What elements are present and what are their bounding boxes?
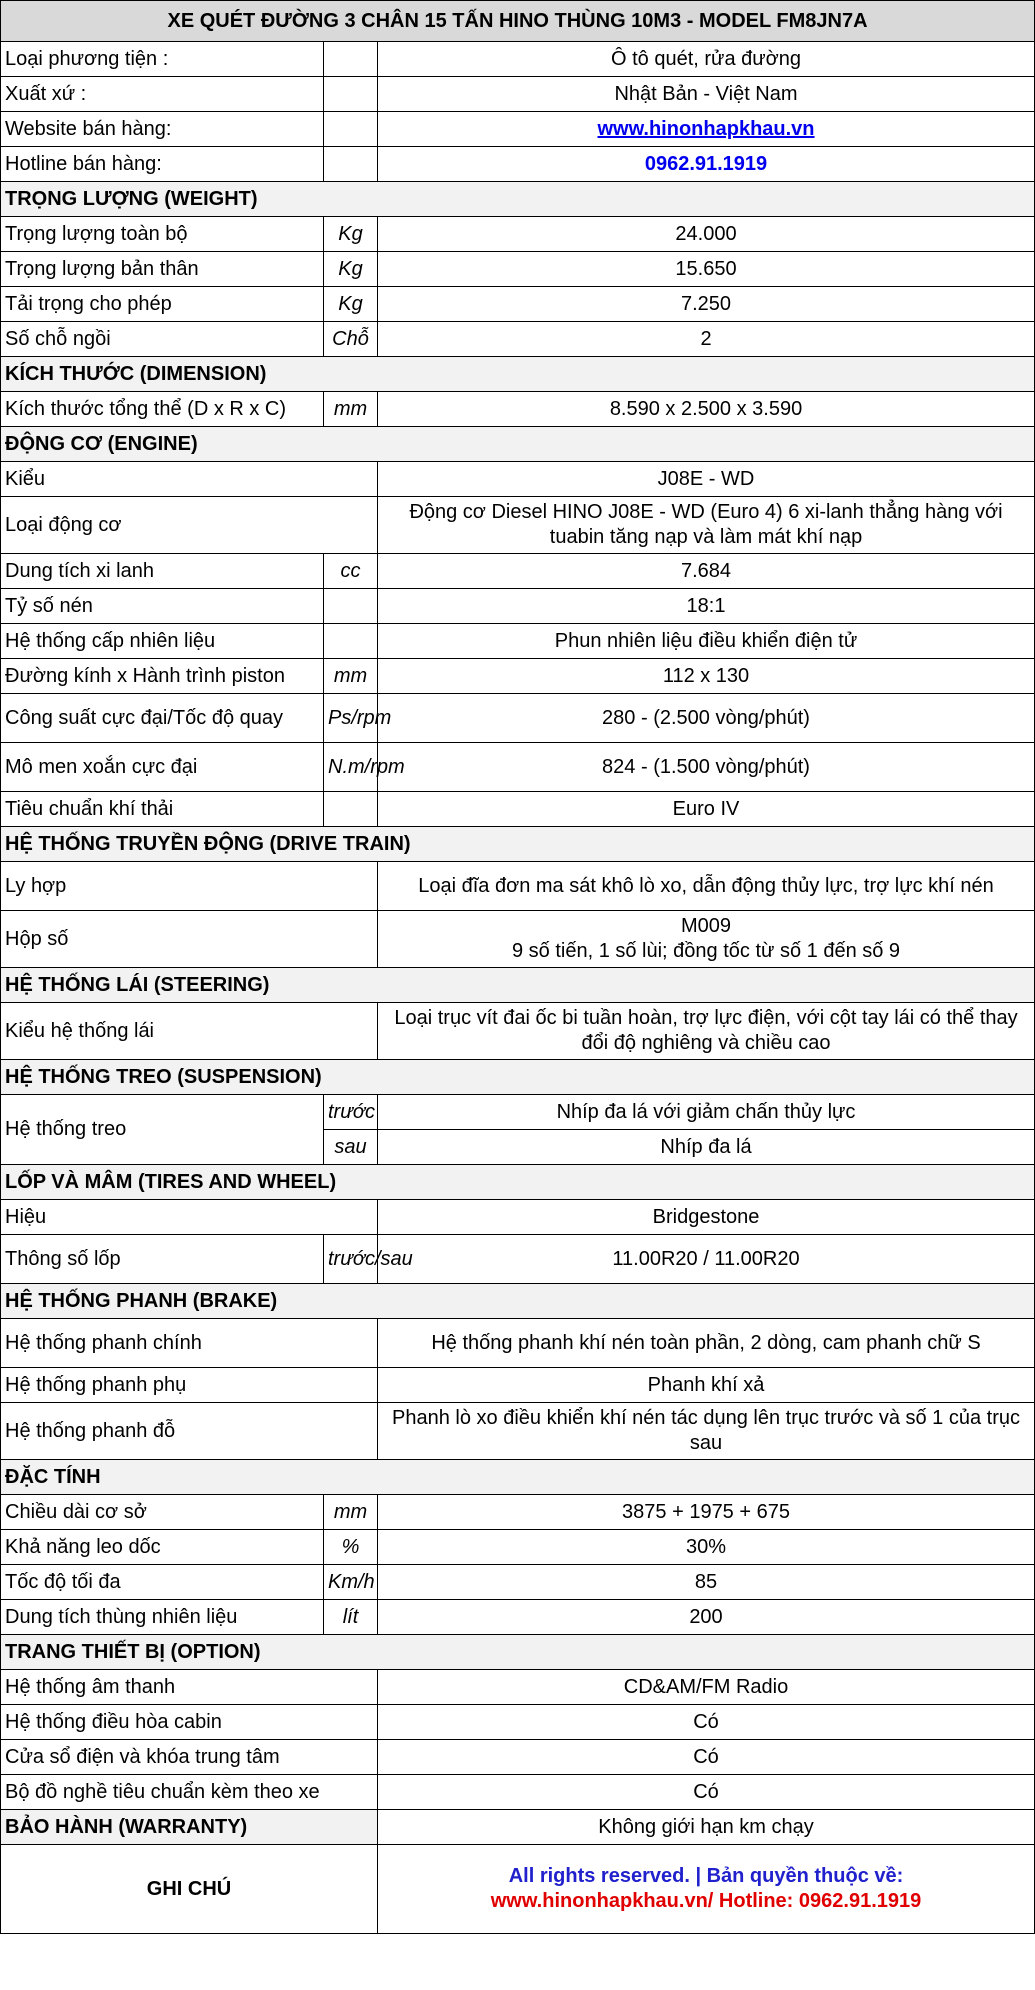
unit-cell-empty bbox=[324, 77, 378, 112]
weight-gross-unit: Kg bbox=[324, 217, 378, 252]
max-power-row bbox=[1, 694, 1035, 743]
wheelbase-unit: mm bbox=[324, 1495, 378, 1530]
gearbox-detail: 9 số tiến, 1 số lùi; đồng tốc từ số 1 đến số 9 bbox=[511, 940, 901, 962]
bore-stroke-label: Đường kính x Hành trình piston bbox=[1, 659, 324, 694]
section-dimension bbox=[1, 357, 1035, 392]
section-weight bbox=[1, 182, 1035, 217]
option-row bbox=[1, 1670, 1035, 1705]
website-link[interactable]: www.hinonhapkhau.vn bbox=[597, 117, 815, 140]
engine-type-value: Động cơ Diesel HINO J08E - WD (Euro 4) 6 xi-lanh thẳng hàng với tuabin tăng nạp và làm mát khí nạp bbox=[378, 497, 1035, 554]
tire-size-label: Thông số lốp bbox=[1, 1235, 324, 1284]
gradeability-value: 30% bbox=[378, 1530, 1035, 1565]
warranty-label: BẢO HÀNH (WARRANTY) bbox=[1, 1810, 378, 1845]
feature-row bbox=[1, 1600, 1035, 1635]
weight-row bbox=[1, 287, 1035, 322]
vehicle-type-label: Loại phương tiện : bbox=[1, 42, 324, 77]
vehicle-type-row bbox=[1, 42, 1035, 77]
page-title: XE QUÉT ĐƯỜNG 3 CHÂN 15 TẤN HINO THÙNG 10M3 - MODEL FM8JN7A bbox=[1, 1, 1035, 42]
displacement-label: Dung tích xi lanh bbox=[1, 554, 324, 589]
section-heading-options: TRANG THIẾT BỊ (OPTION) bbox=[1, 1635, 1035, 1670]
gearbox-value-cell bbox=[378, 911, 1035, 968]
warranty-value: Không giới hạn km chạy bbox=[378, 1810, 1035, 1845]
toolkit-label: Bộ đồ nghề tiêu chuẩn kèm theo xe bbox=[1, 1775, 378, 1810]
section-engine bbox=[1, 427, 1035, 462]
fuel-tank-value: 200 bbox=[378, 1600, 1035, 1635]
hotline-value: 0962.91.1919 bbox=[644, 152, 768, 175]
power-window-value: Có bbox=[378, 1740, 1035, 1775]
section-features bbox=[1, 1460, 1035, 1495]
warranty-row bbox=[1, 1810, 1035, 1845]
max-torque-value: 824 - (1.500 vòng/phút) bbox=[378, 743, 1035, 792]
gradeability-label: Khả năng leo dốc bbox=[1, 1530, 324, 1565]
emission-row bbox=[1, 792, 1035, 827]
aircon-label: Hệ thống điều hòa cabin bbox=[1, 1705, 378, 1740]
bore-stroke-row bbox=[1, 659, 1035, 694]
compression-row bbox=[1, 589, 1035, 624]
note-row bbox=[1, 1845, 1035, 1934]
suspension-front-unit: trước bbox=[324, 1095, 378, 1130]
steering-row bbox=[1, 1003, 1035, 1060]
title-row bbox=[1, 1, 1035, 42]
suspension-label: Hệ thống treo bbox=[1, 1095, 324, 1165]
tire-size-row bbox=[1, 1235, 1035, 1284]
unit-cell-empty bbox=[324, 147, 378, 182]
max-power-value: 280 - (2.500 vòng/phút) bbox=[378, 694, 1035, 743]
max-power-unit: Ps/rpm bbox=[324, 694, 378, 743]
steering-value: Loại trục vít đai ốc bi tuần hoàn, trợ lực điện, với cột tay lái có thể thay đổi độ nghiêng và chiều cao bbox=[378, 1003, 1035, 1060]
section-heading-features: ĐẶC TÍNH bbox=[1, 1460, 1035, 1495]
tire-brand-label: Hiệu bbox=[1, 1200, 378, 1235]
engine-model-value: J08E - WD bbox=[378, 462, 1035, 497]
max-power-label: Công suất cực đại/Tốc độ quay bbox=[1, 694, 324, 743]
vehicle-type-value: Ô tô quét, rửa đường bbox=[378, 42, 1035, 77]
power-window-label: Cửa sổ điện và khóa trung tâm bbox=[1, 1740, 378, 1775]
steering-label: Kiểu hệ thống lái bbox=[1, 1003, 378, 1060]
gradeability-unit: % bbox=[324, 1530, 378, 1565]
website-row bbox=[1, 112, 1035, 147]
weight-row bbox=[1, 322, 1035, 357]
max-torque-unit: N.m/rpm bbox=[324, 743, 378, 792]
suspension-front-value: Nhíp đa lá với giảm chấn thủy lực bbox=[378, 1095, 1035, 1130]
brake-aux-value: Phanh khí xả bbox=[378, 1368, 1035, 1403]
origin-label: Xuất xứ : bbox=[1, 77, 324, 112]
brake-parking-label: Hệ thống phanh đỗ bbox=[1, 1403, 378, 1460]
suspension-front-row bbox=[1, 1095, 1035, 1130]
section-drivetrain bbox=[1, 827, 1035, 862]
tire-size-value: 11.00R20 / 11.00R20 bbox=[378, 1235, 1035, 1284]
note-value-cell bbox=[378, 1845, 1035, 1934]
engine-model-label: Kiểu bbox=[1, 462, 378, 497]
brake-aux-row bbox=[1, 1368, 1035, 1403]
weight-row bbox=[1, 252, 1035, 287]
origin-row bbox=[1, 77, 1035, 112]
max-torque-label: Mô men xoắn cực đại bbox=[1, 743, 324, 792]
section-heading-drivetrain: HỆ THỐNG TRUYỀN ĐỘNG (DRIVE TRAIN) bbox=[1, 827, 1035, 862]
weight-payload-value: 7.250 bbox=[378, 287, 1035, 322]
fuel-system-value: Phun nhiên liệu điều khiển điện tử bbox=[378, 624, 1035, 659]
unit-cell-empty bbox=[324, 112, 378, 147]
weight-gross-label: Trọng lượng toàn bộ bbox=[1, 217, 324, 252]
section-heading-suspension: HỆ THỐNG TREO (SUSPENSION) bbox=[1, 1060, 1035, 1095]
brake-aux-label: Hệ thống phanh phụ bbox=[1, 1368, 378, 1403]
dimension-label: Kích thước tổng thể (D x R x C) bbox=[1, 392, 324, 427]
option-row bbox=[1, 1740, 1035, 1775]
max-speed-label: Tốc độ tối đa bbox=[1, 1565, 324, 1600]
weight-curb-unit: Kg bbox=[324, 252, 378, 287]
feature-row bbox=[1, 1565, 1035, 1600]
emission-value: Euro IV bbox=[378, 792, 1035, 827]
suspension-rear-value: Nhíp đa lá bbox=[378, 1130, 1035, 1165]
origin-value: Nhật Bản - Việt Nam bbox=[378, 77, 1035, 112]
dimension-row bbox=[1, 392, 1035, 427]
hotline-label: Hotline bán hàng: bbox=[1, 147, 324, 182]
fuel-system-row bbox=[1, 624, 1035, 659]
section-heading-steering: HỆ THỐNG LÁI (STEERING) bbox=[1, 968, 1035, 1003]
website-value-cell bbox=[378, 112, 1035, 147]
fuel-tank-label: Dung tích thùng nhiên liệu bbox=[1, 1600, 324, 1635]
hotline-row bbox=[1, 147, 1035, 182]
max-speed-value: 85 bbox=[378, 1565, 1035, 1600]
section-suspension bbox=[1, 1060, 1035, 1095]
brake-parking-row bbox=[1, 1403, 1035, 1460]
unit-cell-empty bbox=[324, 42, 378, 77]
section-heading-brake: HỆ THỐNG PHANH (BRAKE) bbox=[1, 1284, 1035, 1319]
brake-main-row bbox=[1, 1319, 1035, 1368]
weight-gross-value: 24.000 bbox=[378, 217, 1035, 252]
section-steering bbox=[1, 968, 1035, 1003]
bore-stroke-value: 112 x 130 bbox=[378, 659, 1035, 694]
feature-row bbox=[1, 1530, 1035, 1565]
seats-value: 2 bbox=[378, 322, 1035, 357]
option-row bbox=[1, 1775, 1035, 1810]
audio-value: CD&AM/FM Radio bbox=[378, 1670, 1035, 1705]
section-heading-dimension: KÍCH THƯỚC (DIMENSION) bbox=[1, 357, 1035, 392]
bore-stroke-unit: mm bbox=[324, 659, 378, 694]
weight-curb-label: Trọng lượng bản thân bbox=[1, 252, 324, 287]
weight-row bbox=[1, 217, 1035, 252]
hotline-value-cell bbox=[378, 147, 1035, 182]
fuel-system-label: Hệ thống cấp nhiên liệu bbox=[1, 624, 324, 659]
tire-brand-value: Bridgestone bbox=[378, 1200, 1035, 1235]
wheelbase-value: 3875 + 1975 + 675 bbox=[378, 1495, 1035, 1530]
section-brake bbox=[1, 1284, 1035, 1319]
brake-main-label: Hệ thống phanh chính bbox=[1, 1319, 378, 1368]
seats-label: Số chỗ ngồi bbox=[1, 322, 324, 357]
gearbox-row bbox=[1, 911, 1035, 968]
weight-payload-unit: Kg bbox=[324, 287, 378, 322]
displacement-row bbox=[1, 554, 1035, 589]
gearbox-label: Hộp số bbox=[1, 911, 378, 968]
copyright-contact: www.hinonhapkhau.vn/ Hotline: 0962.91.1919 bbox=[490, 1890, 922, 1912]
brake-main-value: Hệ thống phanh khí nén toàn phần, 2 dòng, cam phanh chữ S bbox=[378, 1319, 1035, 1368]
section-options bbox=[1, 1635, 1035, 1670]
tire-brand-row bbox=[1, 1200, 1035, 1235]
wheelbase-label: Chiều dài cơ sở bbox=[1, 1495, 324, 1530]
brake-parking-value: Phanh lò xo điều khiển khí nén tác dụng lên trục trước và số 1 của trục sau bbox=[378, 1403, 1035, 1460]
aircon-value: Có bbox=[378, 1705, 1035, 1740]
max-speed-unit: Km/h bbox=[324, 1565, 378, 1600]
dimension-value: 8.590 x 2.500 x 3.590 bbox=[378, 392, 1035, 427]
clutch-label: Ly hợp bbox=[1, 862, 378, 911]
copyright-text: All rights reserved. | Bản quyền thuộc về: bbox=[508, 1865, 904, 1887]
weight-payload-label: Tải trọng cho phép bbox=[1, 287, 324, 322]
displacement-value: 7.684 bbox=[378, 554, 1035, 589]
emission-label: Tiêu chuẩn khí thải bbox=[1, 792, 324, 827]
clutch-value: Loại đĩa đơn ma sát khô lò xo, dẫn động thủy lực, trợ lực khí nén bbox=[378, 862, 1035, 911]
tire-size-unit: trước/sau bbox=[324, 1235, 378, 1284]
unit-cell-empty bbox=[324, 589, 378, 624]
seats-unit: Chỗ bbox=[324, 322, 378, 357]
toolkit-value: Có bbox=[378, 1775, 1035, 1810]
gearbox-model: M009 bbox=[680, 915, 732, 937]
note-label: GHI CHÚ bbox=[1, 1845, 378, 1934]
engine-model-row bbox=[1, 462, 1035, 497]
suspension-rear-unit: sau bbox=[324, 1130, 378, 1165]
clutch-row bbox=[1, 862, 1035, 911]
engine-type-row bbox=[1, 497, 1035, 554]
section-heading-engine: ĐỘNG CƠ (ENGINE) bbox=[1, 427, 1035, 462]
max-torque-row bbox=[1, 743, 1035, 792]
dimension-unit: mm bbox=[324, 392, 378, 427]
unit-cell-empty bbox=[324, 624, 378, 659]
unit-cell-empty bbox=[324, 792, 378, 827]
section-heading-tires: LỐP VÀ MÂM (TIRES AND WHEEL) bbox=[1, 1165, 1035, 1200]
feature-row bbox=[1, 1495, 1035, 1530]
audio-label: Hệ thống âm thanh bbox=[1, 1670, 378, 1705]
section-tires bbox=[1, 1165, 1035, 1200]
section-heading-weight: TRỌNG LƯỢNG (WEIGHT) bbox=[1, 182, 1035, 217]
displacement-unit: cc bbox=[324, 554, 378, 589]
option-row bbox=[1, 1705, 1035, 1740]
engine-type-label: Loại động cơ bbox=[1, 497, 378, 554]
compression-label: Tỷ số nén bbox=[1, 589, 324, 624]
compression-value: 18:1 bbox=[378, 589, 1035, 624]
weight-curb-value: 15.650 bbox=[378, 252, 1035, 287]
website-label: Website bán hàng: bbox=[1, 112, 324, 147]
fuel-tank-unit: lít bbox=[324, 1600, 378, 1635]
